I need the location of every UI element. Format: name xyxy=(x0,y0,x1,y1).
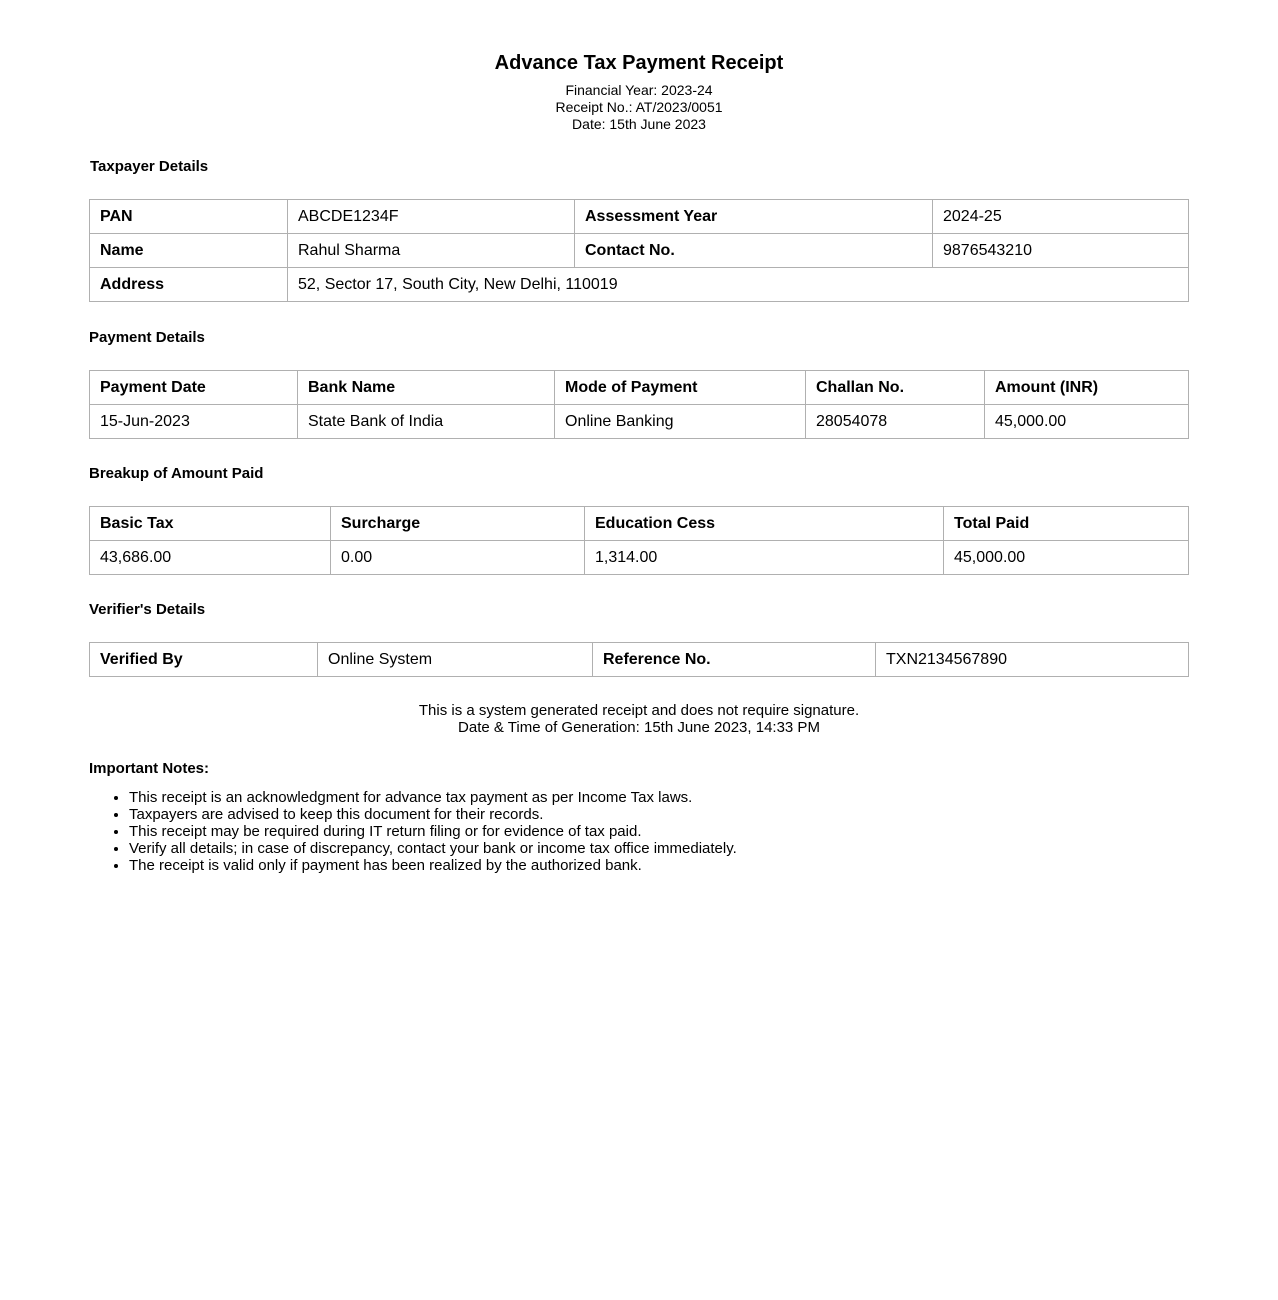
receipt-meta xyxy=(0,82,1278,133)
column-header: Payment Date xyxy=(90,371,298,405)
surcharge-cell: 0.00 xyxy=(331,541,585,575)
address-value: 52, Sector 17, South City, New Delhi, 110019 xyxy=(288,268,1189,302)
table-row xyxy=(90,541,1189,575)
column-header: Education Cess xyxy=(585,507,944,541)
contact-value: 9876543210 xyxy=(933,234,1189,268)
generation-timestamp: Date & Time of Generation: 15th June 2023, 14:33 PM xyxy=(458,719,820,736)
challan-number-cell: 28054078 xyxy=(806,405,985,439)
table-row xyxy=(90,268,1189,302)
breakup-section-title: Breakup of Amount Paid xyxy=(89,465,264,482)
amount-cell: 45,000.00 xyxy=(985,405,1189,439)
assessment-year-value: 2024-25 xyxy=(933,200,1189,234)
reference-label: Reference No. xyxy=(593,643,876,677)
table-header-row xyxy=(90,371,1189,405)
column-header: Surcharge xyxy=(331,507,585,541)
footer-note xyxy=(0,702,1278,736)
notes-title: Important Notes: xyxy=(89,760,209,777)
verified-by-label: Verified By xyxy=(90,643,318,677)
list-item: • The receipt is valid only if payment has been realized by the authorized bank. xyxy=(129,857,1229,874)
taxpayer-table xyxy=(89,199,1189,302)
column-header: Basic Tax xyxy=(90,507,331,541)
receipt-header xyxy=(0,0,1278,133)
education-cess-cell: 1,314.00 xyxy=(585,541,944,575)
system-generated-note: This is a system generated receipt and does not require signature. xyxy=(418,702,860,719)
verified-by-value: Online System xyxy=(318,643,593,677)
address-label: Address xyxy=(90,268,288,302)
table-row xyxy=(90,234,1189,268)
receipt-number: Receipt No.: AT/2023/0051 xyxy=(555,99,723,115)
page-title: Advance Tax Payment Receipt xyxy=(494,52,784,74)
financial-year: Financial Year: 2023-24 xyxy=(565,82,713,98)
assessment-year-label: Assessment Year xyxy=(575,200,933,234)
column-header: Mode of Payment xyxy=(555,371,806,405)
column-header: Challan No. xyxy=(806,371,985,405)
verifier-table xyxy=(89,642,1189,677)
table-header-row xyxy=(90,507,1189,541)
total-paid-cell: 45,000.00 xyxy=(944,541,1189,575)
notes-list xyxy=(89,789,1229,874)
payment-table xyxy=(89,370,1189,439)
basic-tax-cell: 43,686.00 xyxy=(90,541,331,575)
table-row xyxy=(90,405,1189,439)
name-value: Rahul Sharma xyxy=(288,234,575,268)
taxpayer-section-title: Taxpayer Details xyxy=(90,158,209,175)
name-label: Name xyxy=(90,234,288,268)
reference-value: TXN2134567890 xyxy=(876,643,1189,677)
pan-label: PAN xyxy=(90,200,288,234)
list-item: • This receipt may be required during IT return filing or for evidence of tax paid. xyxy=(129,823,1229,840)
list-item: • Taxpayers are advised to keep this document for their records. xyxy=(129,806,1229,823)
column-header: Bank Name xyxy=(298,371,555,405)
payment-section-title: Payment Details xyxy=(89,329,205,346)
verifier-section-title: Verifier's Details xyxy=(89,601,206,618)
contact-label: Contact No. xyxy=(575,234,933,268)
column-header: Total Paid xyxy=(944,507,1189,541)
pan-value: ABCDE1234F xyxy=(288,200,575,234)
list-item: • Verify all details; in case of discrepancy, contact your bank or income tax office immediately. xyxy=(129,840,1229,857)
list-item: • This receipt is an acknowledgment for advance tax payment as per Income Tax laws. xyxy=(129,789,1229,806)
table-row xyxy=(90,200,1189,234)
receipt-date: Date: 15th June 2023 xyxy=(572,116,706,132)
payment-mode-cell: Online Banking xyxy=(555,405,806,439)
bank-name-cell: State Bank of India xyxy=(298,405,555,439)
payment-date-cell: 15-Jun-2023 xyxy=(90,405,298,439)
breakup-table xyxy=(89,506,1189,575)
table-row xyxy=(90,643,1189,677)
column-header: Amount (INR) xyxy=(985,371,1189,405)
